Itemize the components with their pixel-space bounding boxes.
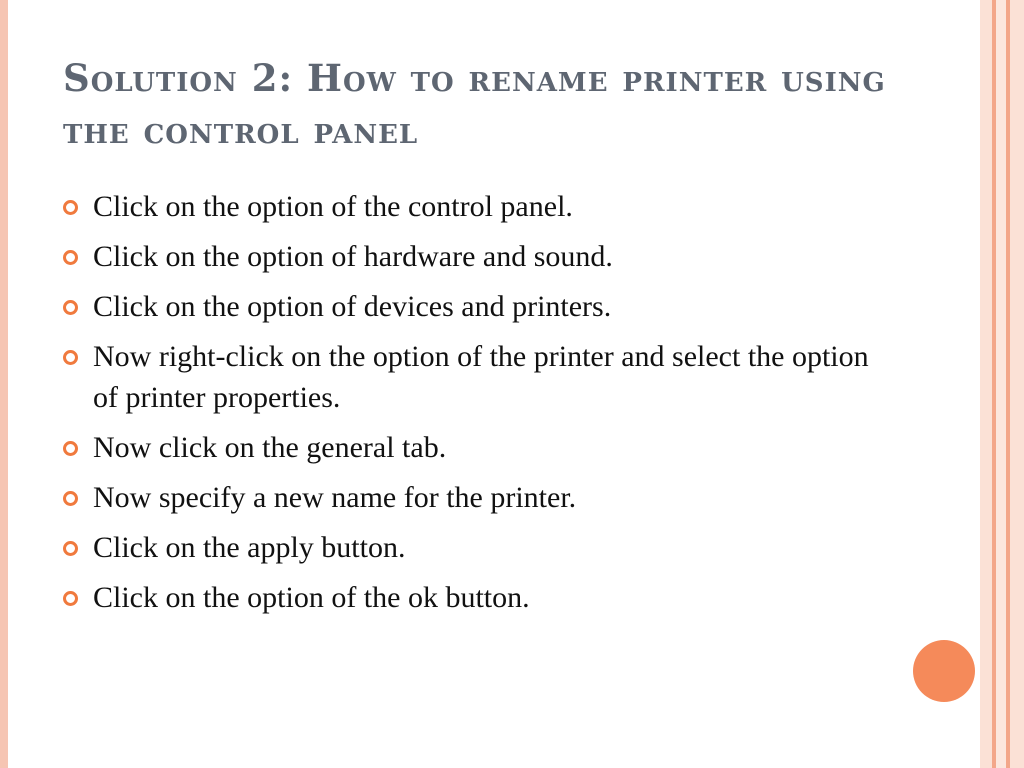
ring-bullet-icon [63, 441, 78, 456]
ring-bullet-icon [63, 541, 78, 556]
bullet-text: Now click on the general tab. [93, 431, 447, 464]
bullet-text: Click on the apply button. [93, 531, 406, 564]
bullet-text: Click on the option of the ok button. [93, 581, 530, 614]
bullet-item [62, 527, 882, 568]
ring-bullet-icon [63, 350, 78, 365]
bullet-text: Click on the option of the control panel. [93, 190, 573, 223]
bullet-text: Click on the option of hardware and sound. [93, 240, 613, 273]
ring-bullet-icon [63, 491, 78, 506]
bullet-item [62, 427, 882, 468]
bullet-text: Now specify a new name for the printer. [93, 481, 577, 514]
right-border-band [996, 0, 1006, 768]
right-border-decoration [980, 0, 1024, 768]
bullet-item [62, 577, 882, 618]
ring-bullet-icon [63, 250, 78, 265]
bullet-item [62, 477, 882, 518]
bullet-list [62, 186, 882, 627]
right-border-band [1010, 0, 1024, 768]
bullet-item [62, 236, 882, 277]
left-border-decoration [0, 0, 8, 768]
bullet-item [62, 186, 882, 227]
bullet-text: Click on the option of devices and printers. [93, 290, 612, 323]
bullet-item [62, 286, 882, 327]
ring-bullet-icon [63, 300, 78, 315]
orange-circle-decoration [913, 640, 975, 702]
right-border-band [980, 0, 992, 768]
bullet-item [62, 336, 882, 418]
ring-bullet-icon [63, 200, 78, 215]
slide-title: Solution 2: How to rename printer using the control panel [63, 56, 886, 152]
ring-bullet-icon [63, 591, 78, 606]
bullet-text: Now right-click on the option of the printer and select the option of printer properties. [93, 340, 869, 414]
